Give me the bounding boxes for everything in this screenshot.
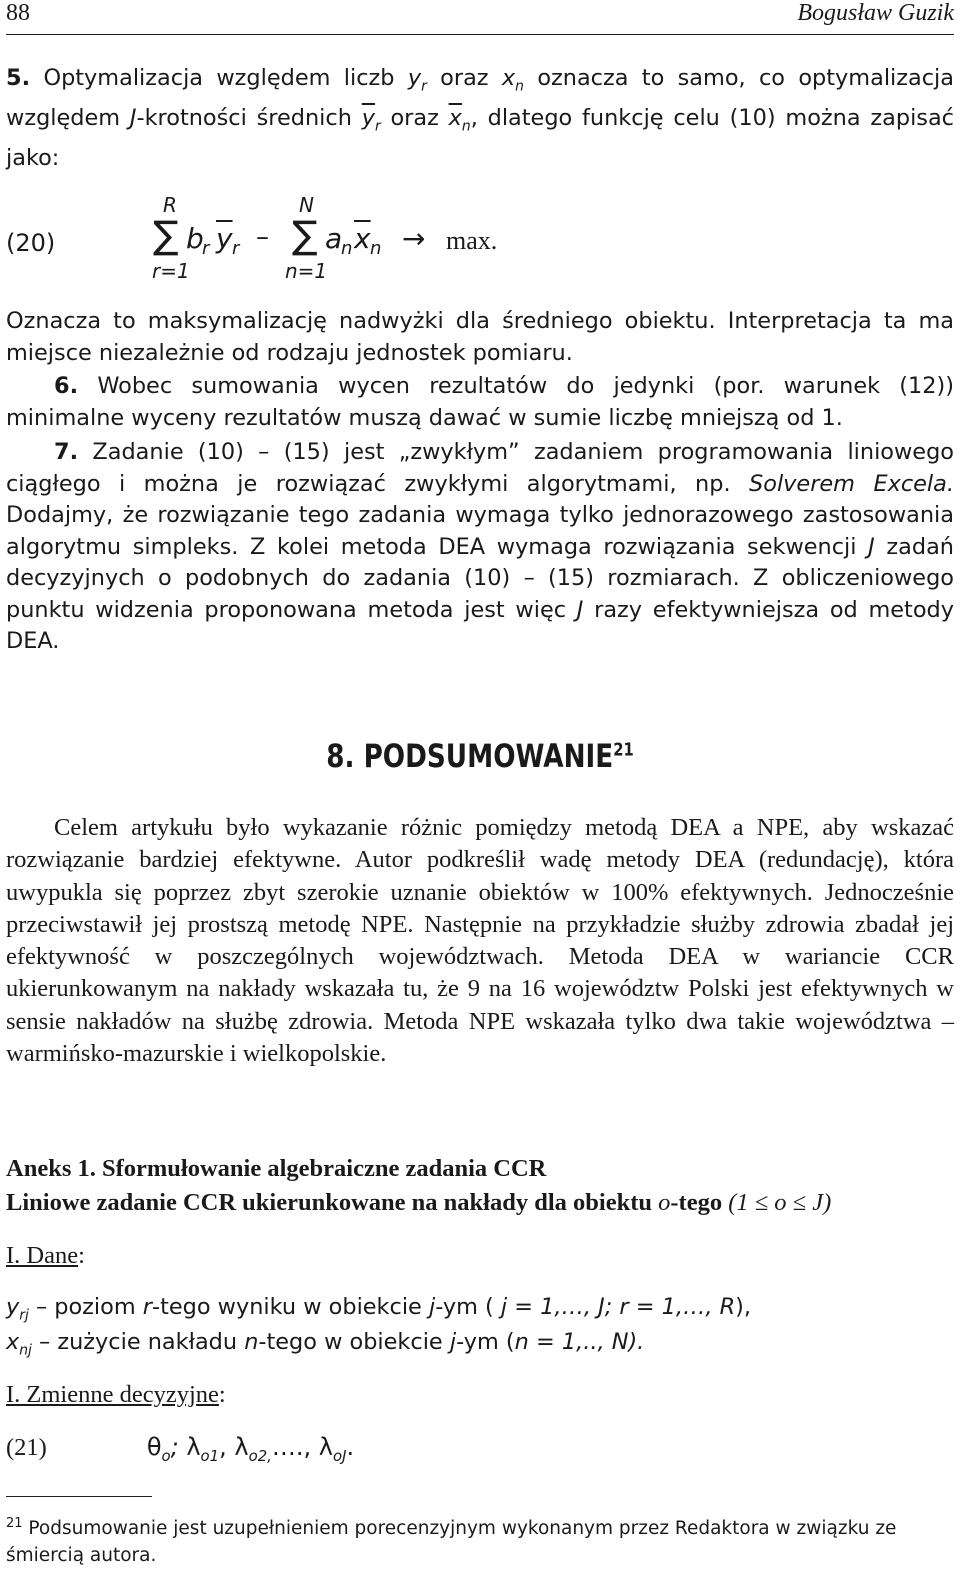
definition-x	[6, 1329, 644, 1358]
item-number: 5.	[6, 65, 31, 91]
symbol-x-bar: $\overline{x}$	[354, 222, 371, 255]
symbol-o: o	[658, 1189, 671, 1216]
symbol-x-bar: $\overline{x}$	[448, 104, 462, 131]
footnote-marker: 21	[613, 739, 634, 761]
annex-title: Aneks 1. Sformułowanie algebraiczne zadania CCR	[6, 1155, 547, 1182]
sum-sign: ∑	[292, 213, 318, 257]
text: Zadanie (10) – (15) jest „zwykłym” zadaniem programowania liniowego ciągłego i można je rozwiązać zwykłymi algorytmami, np.	[6, 439, 954, 497]
item-number: 7.	[54, 439, 79, 465]
text: ),	[735, 1294, 751, 1320]
sum-upper-limit: N	[299, 193, 314, 217]
equation-21	[6, 1433, 354, 1465]
symbol-r: r	[142, 1294, 152, 1320]
footnote-rule	[6, 1496, 152, 1497]
subscript: oJ	[333, 1446, 347, 1465]
running-author: Bogusław Guzik	[797, 0, 954, 26]
text: .	[346, 1433, 355, 1461]
subscript: r	[421, 78, 427, 95]
arrow-icon: →	[402, 222, 426, 255]
text: – zużycie nakładu	[31, 1329, 245, 1355]
symbol-j: j	[449, 1329, 457, 1355]
footnote-text: Podsumowanie jest uzupełnieniem porecenzyjnym wykonanym przez Redaktora w związku ze śmiercią autora.	[6, 1518, 897, 1567]
subscript: o2,	[248, 1446, 272, 1465]
text: zadań decyzyjnych o podobnych do zadania (10) – (15) rozmiarach. Z obliczeniowego punktu widzenia proponowana metoda jest więc	[6, 533, 954, 623]
text: -tego	[670, 1189, 723, 1216]
text: -krotności średnich	[136, 104, 362, 131]
footnote	[6, 1510, 952, 1569]
max-text: max.	[446, 226, 498, 255]
symbol-x: x	[501, 65, 516, 91]
symbol-y: y	[6, 1294, 20, 1320]
running-header	[6, 0, 954, 35]
symbol-J: J	[129, 104, 137, 131]
summary-paragraph: Celem artykułu było wykazanie różnic pomiędzy metodą DEA a NPE, aby wskazać rozwiązanie bardziej efektywne. Autor podkreślił wadę metody DEA (redundację), która uwypukla się poprzez zbyt szerokie uznanie obiektów w 100% efektywnych. Jednocześnie przeciwstawił jej prostszą metodę NPE. Następnie na przykładzie służby zdrowia zbadał jej efektywność w poszczególnych województwach. Metoda DEA w wariancie CCR ukierunkowanym na nakłady wskazała tu, że 9 na 16 województw Polski jest efektywnych w sensie nakładów na służbę zdrowia. Metoda NPE wskazała tylko dwa takie województwa – warmińsko-mazurskie i wielkopolskie.	[6, 814, 954, 1068]
subscript: n	[370, 238, 382, 259]
text: Liniowe zadanie CCR ukierunkowane na nakłady dla obiektu	[6, 1189, 659, 1216]
section-heading	[86, 737, 873, 775]
text: -tego wyniku w obiekcie	[152, 1294, 429, 1320]
solver-name: Solverem Excela.	[749, 470, 954, 497]
footnote-number: 21	[6, 1516, 23, 1531]
subscript: r	[202, 238, 210, 259]
sum-lower-limit: n=1	[285, 259, 328, 283]
item-number: 6.	[54, 373, 79, 399]
symbol-J: J	[576, 596, 584, 623]
text: razy efektywniejsza od metody DEA.	[6, 596, 954, 654]
paragraph-interpretation: Oznacza to maksymalizację nadwyżki dla średniego obiektu. Interpretacja ta ma miejsce niezależnie od rodzaju jednostek pomiaru.	[6, 308, 954, 366]
text: oraz	[426, 65, 502, 91]
symbol-y-bar: $\overline{y}$	[361, 104, 375, 131]
symbol-J: J	[868, 533, 875, 560]
subscript: r	[232, 238, 240, 259]
symbol-y: y	[407, 65, 422, 91]
sum-lower-limit: r=1	[152, 259, 190, 283]
subscript: rj	[19, 1307, 29, 1324]
text: – poziom	[28, 1294, 143, 1320]
text: Dodajmy, że rozwiązanie tego zadania wymaga tylko jednorazowego zastosowania algorytmu simpleks. Z kolei metoda DEA wymaga rozwiązania sekwencji	[6, 502, 954, 560]
equation-label: (21)	[6, 1434, 47, 1461]
given-heading	[6, 1242, 85, 1270]
text: I. Dane	[6, 1242, 79, 1269]
symbol-y-bar: $\overline{y}$	[216, 222, 233, 255]
symbol-lambda: λ	[186, 1433, 201, 1461]
text: oznacza to samo, co optymalizacja względem	[6, 65, 954, 131]
text: -ym (	[435, 1294, 501, 1320]
symbol-theta: θ	[146, 1433, 162, 1461]
text: -tego w obiekcie	[258, 1329, 450, 1355]
variables	[146, 1433, 355, 1465]
text: ….,	[271, 1433, 312, 1461]
sum-sign: ∑	[153, 213, 179, 257]
range: (1 ≤ o ≤ J)	[722, 1189, 832, 1216]
paragraph-5	[6, 63, 954, 174]
subscript: n	[341, 238, 353, 259]
annex-subtitle	[6, 1189, 831, 1217]
text: Wobec sumowania wycen rezultatów do jedynki (por. warunek (12)) minimalne wyceny rezultatów muszą dawać w sumie liczbę mniejszą od 1.	[6, 373, 954, 431]
subscript: n	[515, 78, 524, 95]
subscript: nj	[19, 1342, 32, 1359]
equation-label: (20)	[6, 229, 56, 257]
paragraph-7	[6, 437, 954, 658]
symbol-j: j	[428, 1294, 436, 1320]
symbol-a: a	[325, 222, 343, 255]
subscript: r	[374, 118, 381, 135]
text: ;	[170, 1433, 187, 1461]
text: Optymalizacja względem liczb	[30, 65, 408, 91]
text: :	[218, 1381, 226, 1408]
symbol-x: x	[6, 1329, 20, 1355]
range: j = 1,…, J; r = 1,…, R	[500, 1294, 736, 1320]
minus-sign: –	[256, 222, 269, 252]
range: n = 1,.., N).	[514, 1329, 645, 1355]
definition-y	[6, 1294, 751, 1323]
decision-variables-heading	[6, 1381, 226, 1409]
text: -ym (	[456, 1329, 515, 1355]
sum-upper-limit: R	[163, 193, 177, 217]
text: ,	[219, 1433, 235, 1461]
page-number: 88	[6, 0, 30, 26]
symbol-b: b	[186, 222, 204, 255]
heading-text: 8. PODSUMOWANIE	[326, 737, 614, 775]
subscript: n	[461, 118, 471, 135]
text: :	[78, 1242, 85, 1269]
symbol-lambda: λ	[234, 1433, 249, 1461]
text: oraz	[380, 104, 449, 131]
subscript: o	[161, 1446, 171, 1465]
paragraph-6	[6, 371, 954, 434]
text: , dlatego funkcję celu (10) można zapisać jako:	[6, 104, 954, 171]
text: I. Zmienne decyzyjne	[6, 1381, 219, 1408]
symbol-lambda: λ	[318, 1433, 333, 1461]
symbol-n: n	[244, 1329, 259, 1355]
subscript: o1	[200, 1446, 220, 1465]
